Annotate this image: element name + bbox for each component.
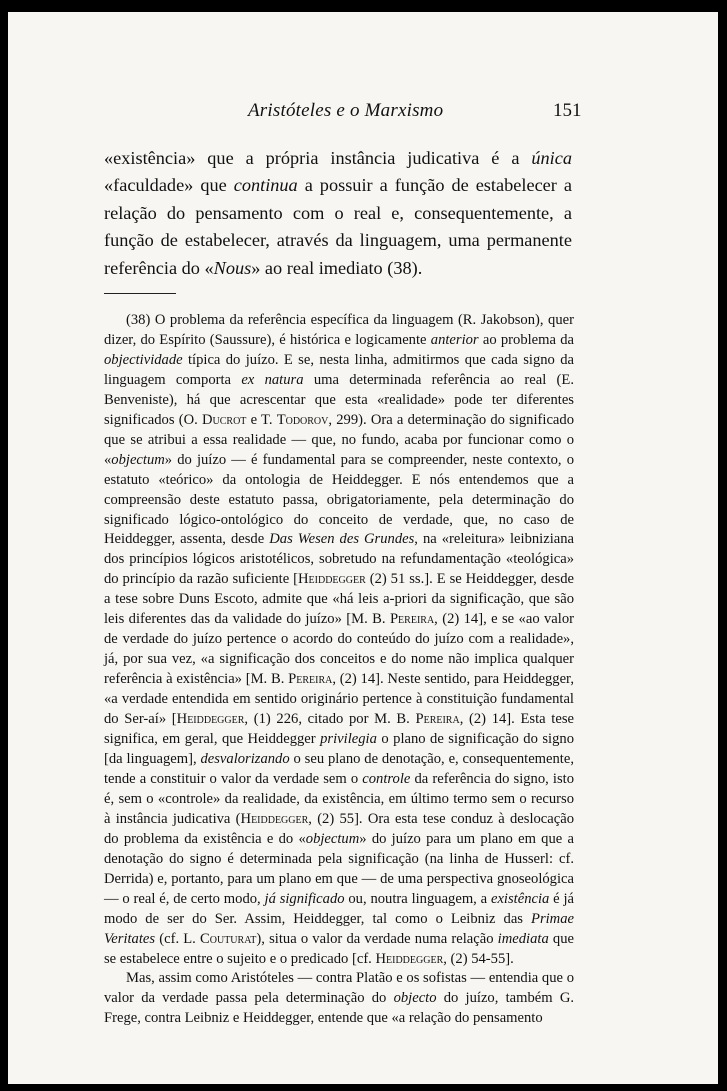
italic-span: objectum xyxy=(111,451,165,468)
text-run: (2) 51 ss.]. E se Heiddegger, desde a tese sobre Duns Escoto, admite que «há leis a-priori da significação, que são leis diferentes das da validade do juízo» [M. B. xyxy=(104,571,574,628)
text-run: Mas, assim como Aristóteles — contra Platão e os sofistas — entendia que o valor da verdade passa pela determinação do xyxy=(104,970,574,1007)
author-name: Heiddegger xyxy=(240,810,309,827)
author-name: Pereira xyxy=(389,611,435,628)
running-title: Aristóteles e o Marxismo xyxy=(248,100,444,121)
author-name: Pereira xyxy=(415,711,460,728)
text-run: , 299). Ora a determinação do significado que se atribui a essa realidade — que, no fundo, acaba por funcionar como o « xyxy=(104,411,574,468)
text-run: , (2) 55]. Ora esta tese conduz à deslocação do problema da existência e do « xyxy=(104,810,575,847)
running-header xyxy=(8,100,718,124)
author-name: Couturat xyxy=(200,930,257,947)
text-run: ), situa o valor da verdade numa relação xyxy=(256,930,498,947)
body-paragraph xyxy=(104,145,572,282)
text-run: ou, noutra linguagem, a xyxy=(344,890,491,907)
italic-span: objecto xyxy=(393,990,437,1007)
text-run: , na «releitura» leibniziana dos princípios lógicos aristotélicos, sobretudo na refundamentação «teológica» do princípio da razão suficiente [ xyxy=(104,531,575,588)
text-run: da referência do signo, isto é, sem o «controle» da realidade, da existência, em último termo sem o recurso à instância judicativa ( xyxy=(104,770,574,827)
footnotes xyxy=(104,311,574,1029)
text-run: o plano de significação do signo [da linguagem], xyxy=(104,731,575,767)
author-name: Pereira xyxy=(288,671,333,688)
text-run: «faculdade» que xyxy=(104,175,234,196)
italic-span: existência xyxy=(490,890,550,907)
author-name: Heiddegger xyxy=(298,571,366,588)
italic-span: desvalorizando xyxy=(200,750,290,767)
page-number: 151 xyxy=(553,100,582,121)
author-name: Heiddegger xyxy=(176,711,245,728)
text-run: » do juízo — é fundamental para se compreender, neste contexto, o estatuto «teórico» da ontologia de Heiddegger. E nós entendemos que a compreensão deste estatuto passa, obrigatoriamente, pela determinação do significado lógico-ontológico do conceito de verdade, que, no caso de Heiddegger, assenta, desde xyxy=(104,451,574,548)
italic-span: imediata xyxy=(497,930,549,947)
italic-span: continua xyxy=(233,175,298,196)
text-run: e T. xyxy=(246,411,277,428)
text-run: «existência» que a própria instância judicativa é a xyxy=(104,148,532,168)
italic-span: controle xyxy=(362,770,411,787)
main-text xyxy=(104,145,572,282)
text-run: (cf. L. xyxy=(155,930,201,947)
text-run: , (2) 14]. Neste sentido, para Heiddegger, «a verdade entendida em sentido originário pertence à constituição fundamental do Ser-aí» [ xyxy=(104,671,574,728)
footnote-separator xyxy=(104,293,176,294)
footnote-38 xyxy=(104,311,574,969)
text-run: , (1) 226, citado por M. B. xyxy=(244,711,416,728)
italic-span: privilegia xyxy=(320,731,377,748)
italic-span: objectum xyxy=(305,830,360,847)
text-run: , (2) 14]. Esta tese significa, em geral, que Heiddegger xyxy=(104,711,574,748)
book-page xyxy=(8,12,718,1084)
text-run: » do juízo para um plano em que a denotação do signo é determinada pela significação (na linha de Husserl: cf. Derrida) e, portanto, para um plano em que — de uma perspectiva gnoseológica — o real é, de certo modo, xyxy=(104,830,574,907)
text-run: , (2) 54-55]. xyxy=(443,950,514,967)
author-name: Todorov xyxy=(276,411,329,428)
text-run: que se estabelece entre o sujeito e o predicado [cf. xyxy=(104,930,574,967)
text-run: é já modo de ser do Ser. Assim, Heiddegger, tal como o Leibniz das xyxy=(104,890,574,927)
italic-span: ex natura xyxy=(241,371,304,388)
text-run: » ao real imediato (38). xyxy=(251,257,423,278)
italic-span: anterior xyxy=(430,331,479,348)
italic-span: Nous xyxy=(213,257,252,278)
text-run: do juízo, também G. Frege, contra Leibniz e Heiddegger, entende que «a relação do pensamento xyxy=(104,990,575,1027)
italic-span: Das Wesen des Grundes xyxy=(269,531,415,548)
text-run: a possuir a função de estabelecer a relação do pensamento com o real e, consequentemente, a função de estabelecer, através da linguagem, uma permanente referência do « xyxy=(104,175,572,278)
italic-span: Primae Veritates xyxy=(104,910,574,947)
text-run: ao problema da xyxy=(478,331,575,348)
text-run: (38) O problema da referência específica da linguagem (R. Jakobson), quer dizer, do Espírito (Saussure), é histórica e logicamente xyxy=(104,312,574,348)
author-name: Heiddegger xyxy=(375,950,444,967)
footnote-continuation-paragraph xyxy=(104,969,574,1029)
italic-span: única xyxy=(531,148,572,168)
italic-span: objectividade xyxy=(104,351,183,368)
italic-span: já significado xyxy=(264,890,345,907)
text-run: uma determinada referência ao real (E. Benveniste), há que acrescentar que esta «realidade» pode ter diferentes significados (O. xyxy=(104,371,574,428)
text-run: , (2) 14], e se «ao valor de verdade do juízo pertence o acordo do conteúdo do juízo com a realidade», já, por sua vez, «a significação dos conceitos e do nome não implica qualquer referência à existência» [M. B. xyxy=(104,611,574,688)
author-name: Ducrot xyxy=(201,411,247,428)
text-run: típica do juízo. E se, nesta linha, admitirmos que cada signo da linguagem comporta xyxy=(104,351,574,388)
text-run: o seu plano de denotação, e, consequentemente, tende a constituir o valor da verdade sem o xyxy=(104,750,574,787)
